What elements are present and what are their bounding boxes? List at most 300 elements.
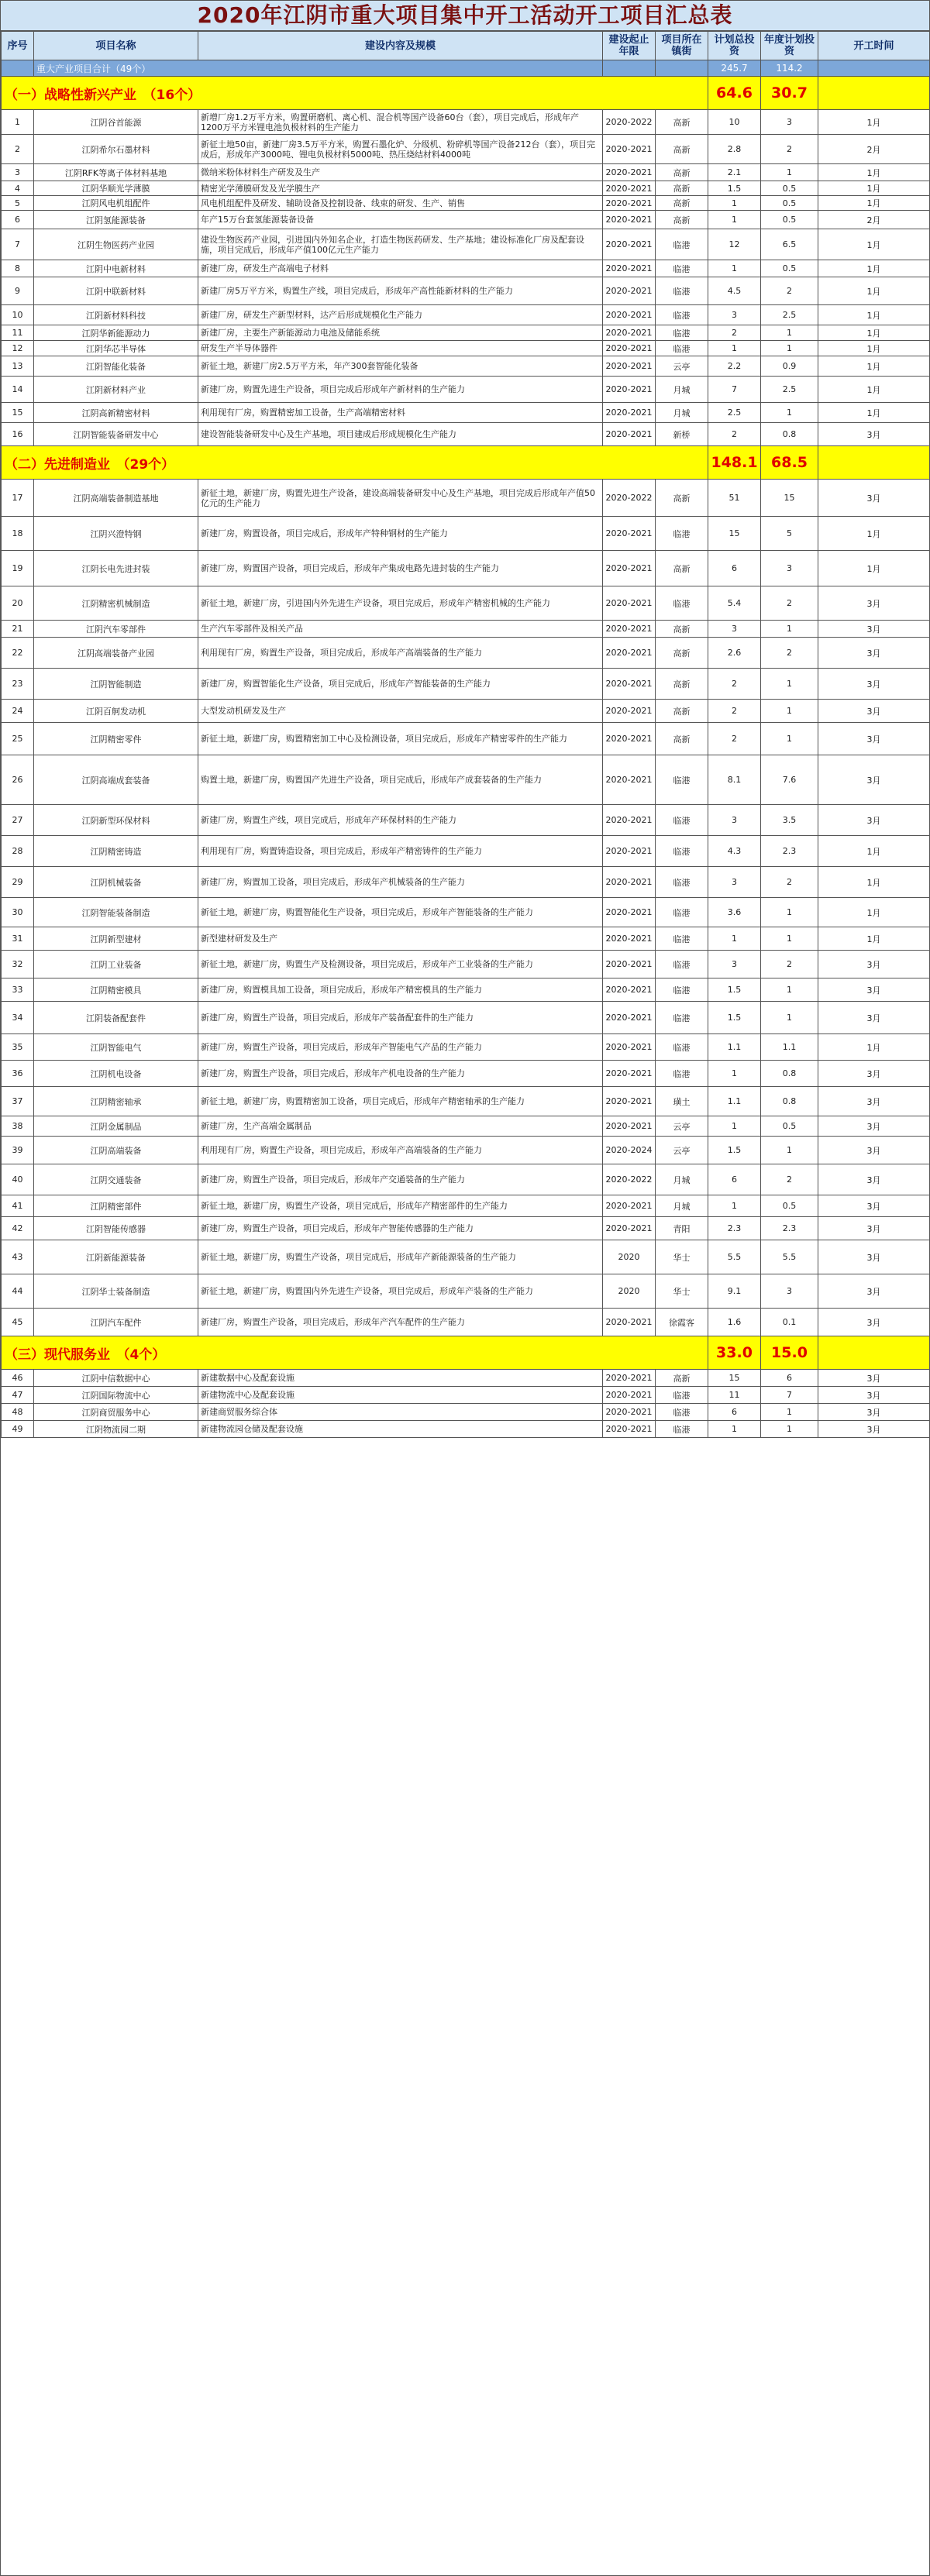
project-period: 2020-2021	[603, 260, 656, 277]
row-no: 30	[2, 898, 34, 927]
project-name: 江阴高端装备	[34, 1137, 198, 1164]
table-row	[2, 341, 930, 356]
project-location: 高新	[656, 638, 708, 669]
project-desc: 新建商贸服务综合体	[198, 1404, 603, 1421]
project-period: 2020-2021	[603, 1002, 656, 1034]
project-period: 2020-2021	[603, 1404, 656, 1421]
project-location: 高新	[656, 164, 708, 181]
project-location: 高新	[656, 196, 708, 211]
project-location: 临港	[656, 1387, 708, 1404]
project-desc: 新建厂房，购置生产线，项目完成后，形成年产环保材料的生产能力	[198, 805, 603, 836]
project-name: 江阴精密铸造	[34, 836, 198, 867]
project-start-time: 1月	[818, 356, 930, 377]
project-total-invest: 3	[708, 621, 761, 638]
project-name: 江阴智能制造	[34, 669, 198, 700]
project-name: 江阴精密部件	[34, 1195, 198, 1217]
project-name: 江阴RFK等离子体材料基地	[34, 164, 198, 181]
project-period: 2020-2021	[603, 638, 656, 669]
project-start-time: 3月	[818, 586, 930, 621]
project-desc: 新征土地50亩，新建厂房3.5万平方米，购置石墨化炉、分级机、粉碎机等国产设备212台（套），项目完成后，形成年产3000吨、锂电负极材料5000吨、热压烧结材料4000吨	[198, 135, 603, 164]
project-year-invest: 3	[761, 110, 818, 135]
project-location: 高新	[656, 1370, 708, 1387]
table-row	[2, 1217, 930, 1240]
section-label: （二）先进制造业 （29个）	[2, 446, 708, 480]
table-row	[2, 805, 930, 836]
row-no: 12	[2, 341, 34, 356]
project-location: 临港	[656, 305, 708, 325]
project-location: 璜土	[656, 1087, 708, 1116]
project-desc: 新建厂房，购置生产设备，项目完成后，形成年产智能传感器的生产能力	[198, 1217, 603, 1240]
project-total-invest: 3.6	[708, 898, 761, 927]
project-desc: 新建厂房，购置国产设备，项目完成后，形成年产集成电路先进封装的生产能力	[198, 551, 603, 586]
project-period: 2020-2021	[603, 181, 656, 196]
header-name: 项目名称	[34, 32, 198, 60]
project-year-invest: 0.5	[761, 1195, 818, 1217]
row-no: 15	[2, 403, 34, 423]
project-total-invest: 15	[708, 1370, 761, 1387]
project-period: 2020-2021	[603, 898, 656, 927]
project-location: 临港	[656, 898, 708, 927]
project-year-invest: 1	[761, 1421, 818, 1438]
table-row	[2, 403, 930, 423]
table-row	[2, 978, 930, 1002]
project-name: 江阴智能电气	[34, 1034, 198, 1061]
row-no: 2	[2, 135, 34, 164]
project-location: 华士	[656, 1274, 708, 1309]
table-row	[2, 669, 930, 700]
project-year-invest: 2.3	[761, 1217, 818, 1240]
row-no: 39	[2, 1137, 34, 1164]
project-period: 2020-2021	[603, 1387, 656, 1404]
section-total-invest: 64.6	[708, 77, 761, 110]
row-no: 47	[2, 1387, 34, 1404]
project-start-time: 3月	[818, 1274, 930, 1309]
project-location: 月城	[656, 1195, 708, 1217]
row-no: 11	[2, 325, 34, 341]
project-period: 2020-2021	[603, 341, 656, 356]
project-period: 2020-2021	[603, 836, 656, 867]
table-row	[2, 1087, 930, 1116]
section-blank	[818, 446, 930, 480]
row-no: 48	[2, 1404, 34, 1421]
project-start-time: 2月	[818, 135, 930, 164]
project-start-time: 3月	[818, 621, 930, 638]
project-desc: 新征土地，新建厂房，引进国内外先进生产设备，项目完成后，形成年产精密机械的生产能力	[198, 586, 603, 621]
table-row	[2, 423, 930, 446]
row-no: 43	[2, 1240, 34, 1274]
project-location: 高新	[656, 700, 708, 723]
project-name: 江阴长电先进封装	[34, 551, 198, 586]
project-desc: 建设生物医药产业园，引进国内外知名企业，打造生物医药研发、生产基地；建设标准化厂房及配套设施，项目完成后，形成年产值100亿元生产能力	[198, 229, 603, 260]
project-start-time: 3月	[818, 1240, 930, 1274]
table-row	[2, 621, 930, 638]
table-row	[2, 1137, 930, 1164]
project-period: 2020-2021	[603, 423, 656, 446]
project-year-invest: 1	[761, 723, 818, 755]
project-year-invest: 1	[761, 700, 818, 723]
project-name: 江阴兴澄特钢	[34, 517, 198, 551]
project-year-invest: 1	[761, 164, 818, 181]
project-year-invest: 0.8	[761, 1087, 818, 1116]
project-period: 2020-2021	[603, 517, 656, 551]
project-year-invest: 2	[761, 951, 818, 978]
project-start-time: 1月	[818, 867, 930, 898]
table-row	[2, 164, 930, 181]
project-location: 临港	[656, 755, 708, 805]
project-year-invest: 1	[761, 1404, 818, 1421]
project-desc: 新建厂房，购置生产设备，项目完成后，形成年产智能电气产品的生产能力	[198, 1034, 603, 1061]
section-header-row	[2, 1336, 930, 1370]
row-no: 22	[2, 638, 34, 669]
project-start-time: 1月	[818, 110, 930, 135]
project-period: 2020-2021	[603, 305, 656, 325]
project-year-invest: 1	[761, 898, 818, 927]
project-name: 江阴风电机组配件	[34, 196, 198, 211]
row-no: 40	[2, 1164, 34, 1195]
project-desc: 购置土地，新建厂房，购置国产先进生产设备，项目完成后，形成年产成套装备的生产能力	[198, 755, 603, 805]
row-no: 1	[2, 110, 34, 135]
project-location: 高新	[656, 181, 708, 196]
project-name: 江阴新材料科技	[34, 305, 198, 325]
row-no: 35	[2, 1034, 34, 1061]
project-total-invest: 5.4	[708, 586, 761, 621]
project-name: 江阴百舸发动机	[34, 700, 198, 723]
row-no: 31	[2, 927, 34, 951]
project-period: 2020-2021	[603, 196, 656, 211]
project-total-invest: 1	[708, 196, 761, 211]
row-no: 45	[2, 1309, 34, 1336]
project-start-time: 3月	[818, 1195, 930, 1217]
row-no: 32	[2, 951, 34, 978]
project-location: 高新	[656, 480, 708, 517]
project-desc: 利用现有厂房，购置生产设备，项目完成后，形成年产高端装备的生产能力	[198, 1137, 603, 1164]
project-total-invest: 11	[708, 1387, 761, 1404]
summary-blank	[818, 60, 930, 77]
project-desc: 新建厂房，购置模具加工设备，项目完成后，形成年产精密模具的生产能力	[198, 978, 603, 1002]
project-start-time: 2月	[818, 211, 930, 229]
project-desc: 利用现有厂房，购置生产设备，项目完成后，形成年产高端装备的生产能力	[198, 638, 603, 669]
project-total-invest: 12	[708, 229, 761, 260]
project-start-time: 3月	[818, 951, 930, 978]
project-total-invest: 1	[708, 211, 761, 229]
project-total-invest: 2.8	[708, 135, 761, 164]
project-total-invest: 3	[708, 867, 761, 898]
row-no: 3	[2, 164, 34, 181]
project-start-time: 1月	[818, 181, 930, 196]
project-desc: 新建厂房5万平方米，购置生产线，项目完成后，形成年产高性能新材料的生产能力	[198, 277, 603, 305]
project-total-invest: 1	[708, 341, 761, 356]
project-total-invest: 4.3	[708, 836, 761, 867]
project-period: 2020-2021	[603, 978, 656, 1002]
table-row	[2, 196, 930, 211]
summary-blank	[603, 60, 656, 77]
project-name: 江阴机械装备	[34, 867, 198, 898]
project-period: 2020-2021	[603, 805, 656, 836]
table-row	[2, 755, 930, 805]
table-row	[2, 110, 930, 135]
summary-year: 114.2	[761, 60, 818, 77]
table-row	[2, 1387, 930, 1404]
project-desc: 年产15万台套氢能源装备设备	[198, 211, 603, 229]
project-start-time: 3月	[818, 480, 930, 517]
project-period: 2020-2021	[603, 229, 656, 260]
project-year-invest: 0.5	[761, 181, 818, 196]
project-desc: 新建厂房，购置生产设备，项目完成后，形成年产机电设备的生产能力	[198, 1061, 603, 1087]
section-total-invest: 33.0	[708, 1336, 761, 1370]
project-name: 江阴精密轴承	[34, 1087, 198, 1116]
project-start-time: 3月	[818, 1087, 930, 1116]
project-name: 江阴智能化装备	[34, 356, 198, 377]
project-location: 临港	[656, 805, 708, 836]
row-no: 5	[2, 196, 34, 211]
project-period: 2020-2021	[603, 135, 656, 164]
project-year-invest: 1	[761, 1137, 818, 1164]
project-total-invest: 2	[708, 700, 761, 723]
header-year-invest: 年度计划投资	[761, 32, 818, 60]
project-name: 江阴物流园二期	[34, 1421, 198, 1438]
project-year-invest: 1	[761, 927, 818, 951]
table-row	[2, 1061, 930, 1087]
project-location: 临港	[656, 1002, 708, 1034]
project-start-time: 1月	[818, 1034, 930, 1061]
project-start-time: 3月	[818, 669, 930, 700]
row-no: 34	[2, 1002, 34, 1034]
row-no: 10	[2, 305, 34, 325]
header-total-invest: 计划总投资	[708, 32, 761, 60]
row-no: 17	[2, 480, 34, 517]
project-location: 新桥	[656, 423, 708, 446]
project-name: 江阴精密机械制造	[34, 586, 198, 621]
project-total-invest: 2	[708, 723, 761, 755]
project-period: 2020-2022	[603, 110, 656, 135]
project-year-invest: 0.9	[761, 356, 818, 377]
project-start-time: 1月	[818, 196, 930, 211]
project-start-time: 3月	[818, 755, 930, 805]
project-desc: 利用现有厂房，购置精密加工设备，生产高端精密材料	[198, 403, 603, 423]
project-start-time: 1月	[818, 164, 930, 181]
row-no: 36	[2, 1061, 34, 1087]
project-location: 临港	[656, 927, 708, 951]
project-name: 江阴谷首能源	[34, 110, 198, 135]
project-period: 2020-2021	[603, 1421, 656, 1438]
project-start-time: 1月	[818, 836, 930, 867]
table-row	[2, 551, 930, 586]
project-period: 2020-2021	[603, 1034, 656, 1061]
table-row	[2, 898, 930, 927]
project-name: 江阴华芯半导体	[34, 341, 198, 356]
project-year-invest: 0.8	[761, 423, 818, 446]
summary-blank	[2, 60, 34, 77]
project-total-invest: 1.1	[708, 1087, 761, 1116]
project-year-invest: 2	[761, 277, 818, 305]
project-start-time: 3月	[818, 1404, 930, 1421]
project-year-invest: 15	[761, 480, 818, 517]
table-row	[2, 325, 930, 341]
project-name: 江阴金属制品	[34, 1116, 198, 1137]
project-name: 江阴华士装备制造	[34, 1274, 198, 1309]
row-no: 13	[2, 356, 34, 377]
project-location: 徐霞客	[656, 1309, 708, 1336]
project-period: 2020-2021	[603, 951, 656, 978]
table-row	[2, 211, 930, 229]
project-desc: 风电机组配件及研发、辅助设备及控制设备、线束的研发、生产、销售	[198, 196, 603, 211]
row-no: 23	[2, 669, 34, 700]
table-row	[2, 480, 930, 517]
project-total-invest: 2.5	[708, 403, 761, 423]
table-row	[2, 1164, 930, 1195]
project-desc: 新征土地，新建厂房，购置智能化生产设备，项目完成后，形成年产智能装备的生产能力	[198, 898, 603, 927]
table-row	[2, 1421, 930, 1438]
project-year-invest: 7.6	[761, 755, 818, 805]
header-location: 项目所在镇街	[656, 32, 708, 60]
sheet-title: 2020年江阴市重大项目集中开工活动开工项目汇总表	[1, 1, 929, 31]
project-year-invest: 6.5	[761, 229, 818, 260]
project-period: 2020-2021	[603, 755, 656, 805]
project-desc: 新征土地，新建厂房，购置先进生产设备，建设高端装备研发中心及生产基地，项目完成后形成年产值50亿元的生产能力	[198, 480, 603, 517]
project-desc: 新建物流中心及配套设施	[198, 1387, 603, 1404]
table-row	[2, 1240, 930, 1274]
project-name: 江阴装备配套件	[34, 1002, 198, 1034]
project-name: 江阴国际物流中心	[34, 1387, 198, 1404]
table-header-row	[2, 32, 930, 60]
row-no: 42	[2, 1217, 34, 1240]
project-total-invest: 1	[708, 927, 761, 951]
project-location: 云亭	[656, 1116, 708, 1137]
project-period: 2020-2024	[603, 1137, 656, 1164]
project-location: 临港	[656, 951, 708, 978]
project-total-invest: 15	[708, 517, 761, 551]
project-total-invest: 3	[708, 805, 761, 836]
section-blank	[818, 77, 930, 110]
project-start-time: 3月	[818, 1137, 930, 1164]
project-period: 2020-2021	[603, 277, 656, 305]
summary-total: 245.7	[708, 60, 761, 77]
project-year-invest: 0.1	[761, 1309, 818, 1336]
project-start-time: 3月	[818, 1002, 930, 1034]
project-year-invest: 6	[761, 1370, 818, 1387]
project-name: 江阴生物医药产业园	[34, 229, 198, 260]
project-location: 临港	[656, 260, 708, 277]
project-year-invest: 2.3	[761, 836, 818, 867]
project-period: 2020	[603, 1240, 656, 1274]
project-year-invest: 0.5	[761, 211, 818, 229]
table-row	[2, 700, 930, 723]
project-desc: 新建厂房，购置智能化生产设备，项目完成后，形成年产智能装备的生产能力	[198, 669, 603, 700]
project-period: 2020-2021	[603, 1370, 656, 1387]
project-year-invest: 1	[761, 341, 818, 356]
row-no: 9	[2, 277, 34, 305]
project-start-time: 3月	[818, 1421, 930, 1438]
row-no: 4	[2, 181, 34, 196]
project-start-time: 1月	[818, 341, 930, 356]
project-start-time: 3月	[818, 1164, 930, 1195]
row-no: 20	[2, 586, 34, 621]
project-start-time: 1月	[818, 277, 930, 305]
project-period: 2020-2021	[603, 1217, 656, 1240]
row-no: 41	[2, 1195, 34, 1217]
project-name: 江阴交通装备	[34, 1164, 198, 1195]
row-no: 7	[2, 229, 34, 260]
project-year-invest: 2	[761, 867, 818, 898]
project-name: 江阴中联新材料	[34, 277, 198, 305]
projects-table	[1, 31, 930, 1438]
section-label: （三）现代服务业 （4个）	[2, 1336, 708, 1370]
project-year-invest: 7	[761, 1387, 818, 1404]
project-name: 江阴希尔石墨材料	[34, 135, 198, 164]
project-total-invest: 2	[708, 669, 761, 700]
project-location: 青阳	[656, 1217, 708, 1240]
project-location: 临港	[656, 1404, 708, 1421]
project-start-time: 3月	[818, 1387, 930, 1404]
project-total-invest: 1	[708, 1421, 761, 1438]
project-location: 临港	[656, 1421, 708, 1438]
project-name: 江阴新型建材	[34, 927, 198, 951]
project-period: 2020	[603, 1274, 656, 1309]
project-total-invest: 3	[708, 305, 761, 325]
project-desc: 新征土地，新建厂房，购置生产设备，项目完成后，形成年产精密部件的生产能力	[198, 1195, 603, 1217]
project-total-invest: 1.5	[708, 1002, 761, 1034]
project-start-time: 3月	[818, 1217, 930, 1240]
project-location: 月城	[656, 403, 708, 423]
project-start-time: 1月	[818, 305, 930, 325]
project-location: 高新	[656, 723, 708, 755]
project-total-invest: 2.2	[708, 356, 761, 377]
project-year-invest: 1	[761, 978, 818, 1002]
project-location: 高新	[656, 135, 708, 164]
row-no: 18	[2, 517, 34, 551]
table-row	[2, 951, 930, 978]
project-location: 高新	[656, 669, 708, 700]
project-total-invest: 1.1	[708, 1034, 761, 1061]
row-no: 25	[2, 723, 34, 755]
project-desc: 新征土地，新建厂房，购置国内外先进生产设备，项目完成后，形成年产装备的生产能力	[198, 1274, 603, 1309]
table-row	[2, 1002, 930, 1034]
project-desc: 新建厂房，主要生产新能源动力电池及储能系统	[198, 325, 603, 341]
project-location: 临港	[656, 341, 708, 356]
project-name: 江阴精密零件	[34, 723, 198, 755]
table-row	[2, 586, 930, 621]
project-name: 江阴中信数据中心	[34, 1370, 198, 1387]
project-start-time: 3月	[818, 805, 930, 836]
project-period: 2020-2021	[603, 377, 656, 403]
row-no: 46	[2, 1370, 34, 1387]
project-total-invest: 1	[708, 1061, 761, 1087]
project-name: 江阴工业装备	[34, 951, 198, 978]
project-period: 2020-2022	[603, 1164, 656, 1195]
table-row	[2, 377, 930, 403]
table-row	[2, 181, 930, 196]
project-location: 临港	[656, 586, 708, 621]
project-desc: 利用现有厂房，购置铸造设备，项目完成后，形成年产精密铸件的生产能力	[198, 836, 603, 867]
project-name: 江阴新材料产业	[34, 377, 198, 403]
project-year-invest: 5	[761, 517, 818, 551]
project-name: 江阴汽车零部件	[34, 621, 198, 638]
project-total-invest: 2.3	[708, 1217, 761, 1240]
project-year-invest: 3	[761, 551, 818, 586]
row-no: 19	[2, 551, 34, 586]
project-desc: 新征土地，新建厂房，购置生产及检测设备，项目完成后，形成年产工业装备的生产能力	[198, 951, 603, 978]
project-start-time: 3月	[818, 700, 930, 723]
table-row	[2, 1370, 930, 1387]
project-desc: 新建厂房，购置加工设备，项目完成后，形成年产机械装备的生产能力	[198, 867, 603, 898]
project-year-invest: 1	[761, 325, 818, 341]
project-total-invest: 9.1	[708, 1274, 761, 1309]
table-row	[2, 836, 930, 867]
project-total-invest: 2	[708, 423, 761, 446]
project-location: 临港	[656, 1034, 708, 1061]
project-start-time: 1月	[818, 898, 930, 927]
project-start-time: 1月	[818, 377, 930, 403]
